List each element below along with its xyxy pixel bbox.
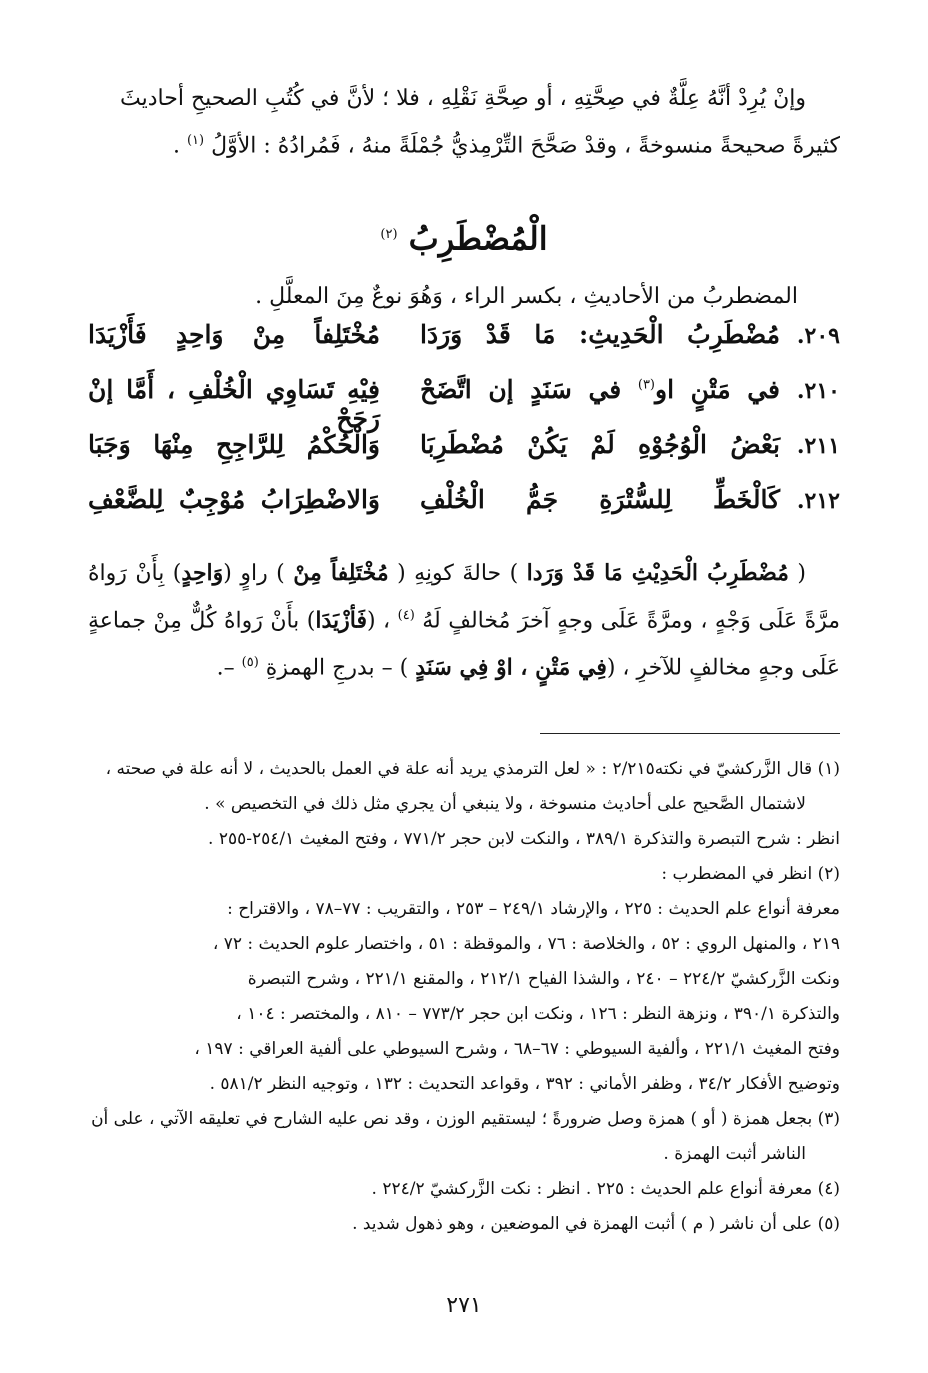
footnote-ref-1: (١) (186, 133, 205, 148)
intro-line-1: وإنْ يُرِدْ أنَّهُ عِلَّةٌ في صِحَّتِهِ ، أو صِحَّةِ نَقْلِهِ ، فلا ؛ لأنَّ في كُتُبِ الصحيحِ أحاديثَ (120, 86, 806, 111)
footnote-3-line-1: (٣) بجعل همزة ( أو ) همزة وصل ضرورةً ؛ ليستقيم الوزن ، وقد نص عليه الشارح في تعليقه الآتي ، على أن (91, 1109, 840, 1129)
section-heading (88, 205, 840, 269)
verse-hemistich-1: في مَتْنٍ او$^{(٣)}$ في سَنَدٍ إن اتَّضَحْ (420, 375, 780, 404)
intro-line-2: كثيرةً صحيحةً منسوخةً ، وقدْ صَحَّحَ التِّرْمِذيُّ جُمْلَةً منهُ ، فَمُرادُهُ : الأوَّلُ $^{(١)}$ . (172, 133, 840, 159)
section-title: الْمُضْطَرِبُ $^{(٢)}$ (380, 219, 548, 258)
footnote-2-line-3: ٢١٩ ، والمنهل الروي : ٥٢ ، والخلاصة : ٧٦ ، والموقظة : ٥١ ، واختصار علوم الحديث : ٧٢ ، (212, 934, 840, 954)
verse-number: ٢٠٩. (796, 323, 840, 349)
page-number: ٢٧١ (446, 1293, 482, 1318)
footnote-4: (٤) معرفة أنواع علم الحديث : ٢٢٥ . انظر : نكت الزَّركشيّ ٢٢٤/٢ . (371, 1179, 840, 1199)
footnote-1-line-3: انظر : شرح التبصرة والتذكرة ٣٨٩/١ ، والنكت لابن حجر ٧٧١/٢ ، وفتح المغيث ٢٥٤/١-٢٥٥ . (208, 829, 840, 849)
verse-number: ٢١٢. (796, 488, 840, 514)
section-intro (88, 276, 840, 318)
verse-hemistich-2: وَالاضْطِرَابُ مُوْجِبٌ لِلضَّعْفِ (88, 485, 380, 514)
footnote-2-line-6: وفتح المغيث ٢٢١/١ ، وألفية السيوطي : ٦٧–٦٨ ، وشرح السيوطي على ألفية العراقي : ١٩٧ ، (194, 1039, 840, 1059)
verse-210 (88, 375, 840, 433)
verse-209 (88, 320, 840, 375)
verse-hemistich-2: وَالْحُكْمُ لِلرَّاجِحِ مِنْهَا وَجَبَا (88, 430, 380, 459)
footnote-3-line-2: الناشر أثبت الهمزة . (663, 1144, 806, 1164)
footnote-2-line-7: وتوضيح الأفكار ٣٤/٢ ، وظفر الأماني : ٣٩٢ ، وقواعد التحديث : ١٣٢ ، وتوجيه النظر ٥٨١/٢ . (209, 1074, 840, 1094)
verse-number: ٢١٠. (796, 378, 840, 404)
verse-number: ٢١١. (796, 433, 840, 459)
footnote-5: (٥) على أن ناشر ( م ) أثبت الهمزة في الموضعين ، وهو ذهول شديد . (352, 1214, 840, 1234)
footnote-ref-4: (٤) (397, 608, 415, 623)
footnote-2-line-1: (٢) انظر في المضطرب : (661, 864, 840, 884)
footnote-separator (540, 733, 840, 734)
footnote-2-line-5: والتذكرة ٣٩٠/١ ، ونزهة النظر : ١٢٦ ، ونكت ابن حجر ٧٧٣/٢ – ٨١٠ ، والمختصر : ١٠٤ ، (236, 1004, 840, 1024)
footnote-1-line-1: (١) قال الزَّركشيّ في نكته٢/٢١٥ : « لعل الترمذي يريد أنه علة في العمل بالحديث ، لا أنه علة في صحته ، (105, 759, 840, 779)
verse-hemistich-1: مُضْطَرِبُ الْحَدِيثِ: مَا قَدْ وَرَدَا (420, 320, 780, 349)
section-intro-text: المضطربُ من الأحاديثِ ، بكسر الراء ، وَهُوَ نوعٌ مِنَ المعلَّلِ . (255, 284, 798, 309)
footnote-ref-5: (٥) (241, 655, 259, 671)
footnote-2-line-2: معرفة أنواع علم الحديث : ٢٢٥ ، والإرشاد ٢٤٩/١ – ٢٥٣ ، والتقريب : ٧٧–٧٨ ، والاقتراح : (227, 899, 840, 919)
verses (88, 320, 840, 540)
intro-paragraph (88, 78, 840, 167)
verse-hemistich-2: فِيْهِ تَسَاوِي الْخُلْفِ ، أَمَّا إنْ رَجَحْ (88, 375, 380, 433)
verse-212 (88, 485, 840, 540)
footnote-ref-2: (٢) (380, 227, 398, 242)
verse-211 (88, 430, 840, 485)
verse-hemistich-1: بَعْضُ الْوُجُوْهِ لَمْ يَكُنْ مُضْطَرِبَا (420, 430, 780, 459)
footnote-ref-3: (٣) (637, 377, 655, 393)
footnote-1-line-2: لاشتمال الصَّحيح على أحاديث منسوخة ، ولا ينبغي أن يجري مثل ذلك في التخصيص » . (204, 794, 806, 814)
verse-hemistich-2: مُخْتَلِفاً مِنْ وَاحِدٍ فَأَزْيَدَا (88, 320, 380, 349)
verse-hemistich-1: كَالْخَطِّ لِلسُّتْرَةِ جَمُّ الْخُلْفِ (420, 485, 780, 514)
footnote-2-line-4: ونكت الزَّركشيّ ٢٢٤/٢ – ٢٤٠ ، والشذا الفياح ٢١٢/١ ، والمقنع ٢٢١/١ ، وشرح التبصرة (247, 969, 840, 989)
commentary-text: ( مُضْطَرِبُ الْحَدِيْثِ مَا قَدْ وَرَدا ) حالةَ كونِهِ ( مُخْتَلِفاً مِنْ ) راوٍ (وَاحِدٍ) بِأَنْ رَواهُ مرَّةً عَلَى وَجْهٍ ، ومرَّةً عَلَى وجهٍ آخرَ مُخالفٍ لَهُ $^{(٤)}$ ، (فَأزْيَدَا) بأَنْ رَواهُ كُلٌّ مِنْ جماعةٍ عَلَى وجهٍ مخالفٍ للآخرِ ، (فِي مَتْنٍ ، اوْ فِي سَنَدٍ ) – بدرجِ الهمزةِ $^{(٥)}$ –. (88, 560, 841, 681)
commentary-paragraph (88, 552, 840, 690)
footnotes (88, 752, 840, 1242)
